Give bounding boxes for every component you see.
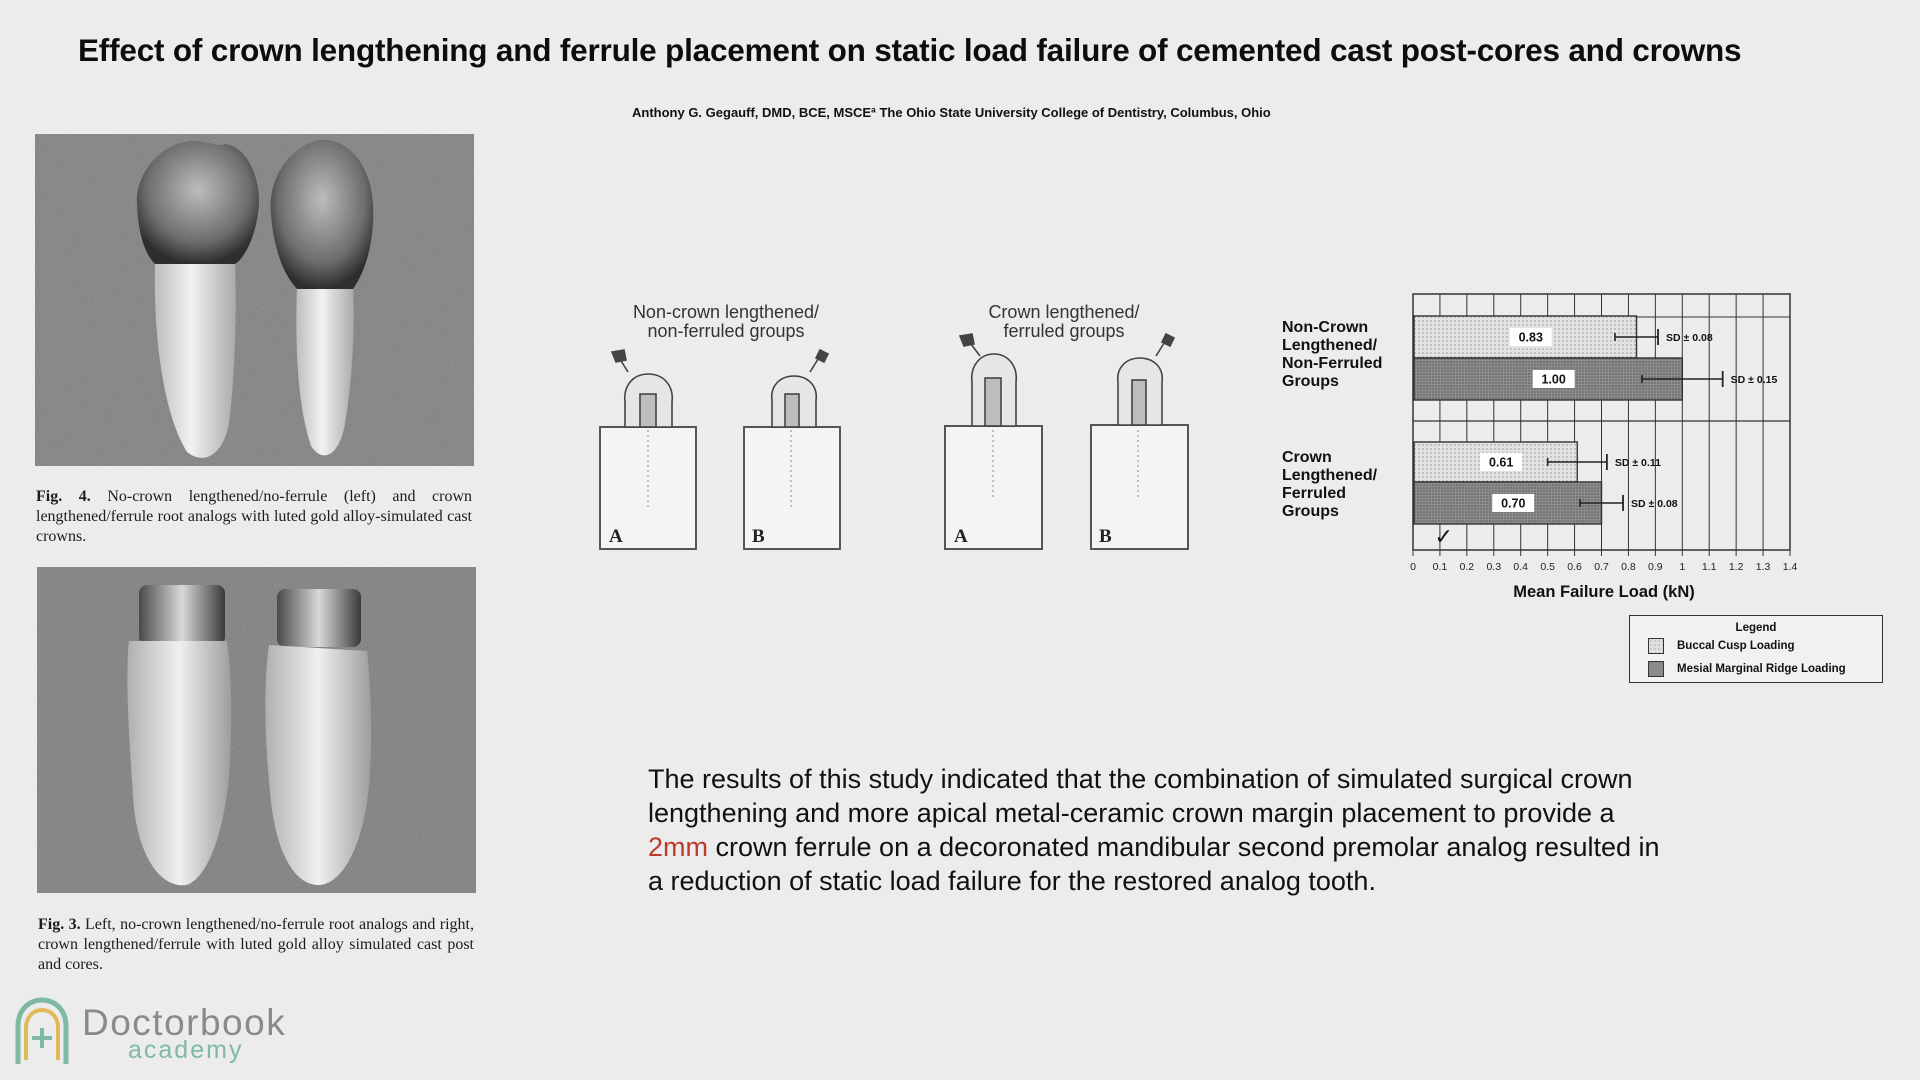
caption-fig3-label: Fig. 3. bbox=[38, 916, 81, 933]
chart-tick-label: 1 bbox=[1679, 561, 1686, 573]
failure-load-chart bbox=[1270, 280, 1800, 610]
post-1a bbox=[640, 394, 656, 427]
post-2b bbox=[1132, 380, 1146, 425]
diagram-group2-line2: ferruled groups bbox=[1003, 321, 1125, 341]
chart-tick-label: 0.3 bbox=[1486, 561, 1502, 573]
chart-tick-label: 0.4 bbox=[1513, 561, 1529, 573]
chart-tick-label: 0.6 bbox=[1567, 561, 1582, 573]
slide-authors: Anthony G. Gegauff, DMD, BCE, MSCEª The Ohio State University College of Dentistry, Columbus, Ohio bbox=[632, 105, 1271, 120]
chart-tick-label: 0.8 bbox=[1621, 561, 1636, 573]
photo-fig3 bbox=[37, 567, 476, 893]
chart-group-label: Groups bbox=[1282, 503, 1339, 520]
summary-text-after: crown ferrule on a decoronated mandibular second premolar analog resulted in a reduction of static load failure for the restored analog tooth. bbox=[648, 832, 1660, 896]
chart-value-label: 0.70 bbox=[1501, 496, 1526, 511]
logo-sub: academy bbox=[128, 1036, 244, 1064]
chart-tick-label: 1.2 bbox=[1728, 561, 1744, 573]
doctorbook-logo bbox=[12, 996, 312, 1068]
legend-swatch-buccal bbox=[1648, 638, 1664, 654]
legend-title: Legend bbox=[1735, 622, 1777, 634]
chart-tick-label: 1.4 bbox=[1782, 561, 1798, 573]
chart-group-label: Lengthened/ bbox=[1282, 337, 1378, 354]
chart-group-label: Groups bbox=[1282, 373, 1339, 390]
diagram-label-2a: A bbox=[954, 526, 968, 547]
chart-tick-label: 0 bbox=[1410, 561, 1416, 573]
chart-tick-label: 1.1 bbox=[1701, 561, 1717, 573]
chart-group-label: Non-Crown bbox=[1282, 319, 1369, 336]
doctorbook-logo-icon bbox=[12, 996, 72, 1068]
schematic-diagram bbox=[588, 290, 1208, 560]
chart-tick-label: 0.2 bbox=[1459, 561, 1475, 573]
chart-sd-label: SD ± 0.08 bbox=[1631, 498, 1678, 510]
chart-group-label: Ferruled bbox=[1282, 485, 1347, 502]
legend-item-mesial bbox=[1648, 660, 1846, 678]
diagram-label-1b: B bbox=[752, 526, 765, 547]
diagram-label-1a: A bbox=[609, 526, 623, 547]
chart-x-axis-label: Mean Failure Load (kN) bbox=[1513, 583, 1695, 601]
post-1b bbox=[785, 394, 799, 427]
chart-value-label: 1.00 bbox=[1541, 372, 1566, 387]
load-arrow-1b bbox=[810, 350, 828, 372]
photo-fig3-image bbox=[37, 567, 476, 893]
chart-group-label: Lengthened/ bbox=[1282, 467, 1378, 484]
caption-fig3 bbox=[38, 915, 474, 975]
caption-fig4-label: Fig. 4. bbox=[36, 488, 91, 505]
summary-text bbox=[648, 762, 1668, 898]
photo-fig4 bbox=[35, 134, 474, 466]
diagram-label-2b: B bbox=[1099, 526, 1112, 547]
caption-fig4-text: No-crown lengthened/no-ferrule (left) and crown lengthened/ferrule root analogs with luted gold alloy-simulated cast crowns. bbox=[36, 488, 473, 545]
chart-legend bbox=[1629, 615, 1883, 683]
chart-value-label: 0.83 bbox=[1518, 330, 1543, 345]
chart-tick-label: 0.5 bbox=[1540, 561, 1555, 573]
chart-sd-label: SD ± 0.08 bbox=[1666, 332, 1713, 344]
summary-text-before: The results of this study indicated that the combination of simulated surgical crown lengthening and more apical metal-ceramic crown margin placement to provide a bbox=[648, 764, 1633, 828]
load-arrow-2b bbox=[1156, 334, 1174, 356]
chart-tick-label: 0.1 bbox=[1432, 561, 1448, 573]
chart-tick-label: 0.7 bbox=[1594, 561, 1609, 573]
chart-tick-label: 1.3 bbox=[1755, 561, 1771, 573]
summary-highlight: 2mm bbox=[648, 832, 708, 862]
diagram-group1-line2: non-ferruled groups bbox=[647, 321, 805, 341]
diagram-group1-line1: Non-crown lengthened/ bbox=[632, 302, 820, 322]
caption-fig4 bbox=[36, 487, 472, 547]
legend-swatch-mesial bbox=[1648, 661, 1664, 677]
chart-tick-label: 0.9 bbox=[1648, 561, 1663, 573]
chart-value-label: 0.61 bbox=[1488, 455, 1514, 470]
slide-title: Effect of crown lengthening and ferrule placement on static load failure of cemented cast post-cores and crowns bbox=[78, 32, 1742, 68]
logo-name: Doctorbook bbox=[82, 1002, 287, 1043]
caption-fig3-text: Left, no-crown lengthened/no-ferrule root analogs and right, crown lengthened/ferrule with luted gold alloy simulated cast post and cores. bbox=[38, 916, 474, 973]
diagram-group2-line1: Crown lengthened/ bbox=[988, 302, 1140, 322]
photo-fig4-image bbox=[35, 134, 474, 466]
post-2a bbox=[985, 378, 1001, 426]
chart-checkmark-annotation: ✓ bbox=[1434, 524, 1453, 549]
legend-label-buccal: Buccal Cusp Loading bbox=[1677, 640, 1795, 652]
load-arrow-2a bbox=[960, 334, 980, 356]
chart-group-label: Crown bbox=[1282, 449, 1332, 466]
chart-sd-label: SD ± 0.11 bbox=[1614, 457, 1661, 469]
legend-label-mesial: Mesial Marginal Ridge Loading bbox=[1677, 663, 1846, 675]
load-arrow-1a bbox=[612, 350, 628, 372]
chart-group-label: Non-Ferruled bbox=[1282, 355, 1383, 372]
chart-sd-label: SD ± 0.15 bbox=[1730, 374, 1778, 386]
legend-item-buccal bbox=[1648, 637, 1795, 655]
